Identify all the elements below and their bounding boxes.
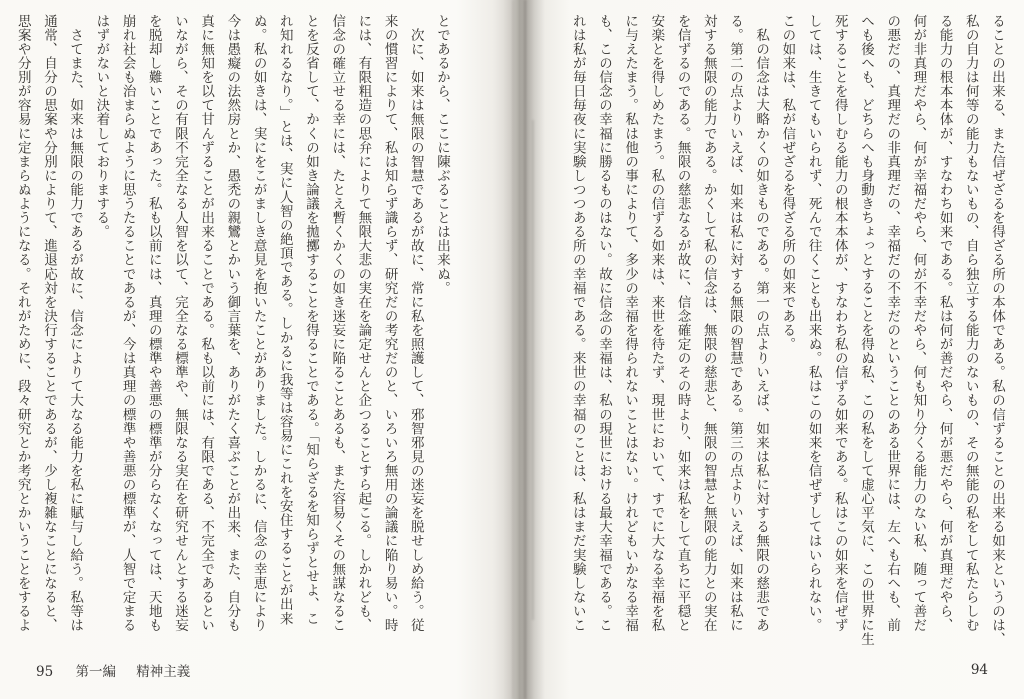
text-column: 通常、自分の思案や分別によりて、進退応対を決行することであるが、少し複雑なことになると、 xyxy=(40,14,57,633)
text-column: も、この信念の幸福に勝るものはない。故に信念の幸福は、私の現世における最大幸福である。こ xyxy=(595,14,612,633)
text-column: には、有限粗造の思弁によりて無限大悲の実在を論定せんと企つることすら起こる。しかれども、 xyxy=(355,14,372,633)
text-column: 何が非真理だやら、何が幸福だやら、何が不幸だやら、何も知り分くる能力のない私、随って善だ xyxy=(910,14,927,633)
text-column: 思案や分別が容易に定まらぬようになる。それがために、段々研究とか考究とかいうことをするよ xyxy=(14,14,31,633)
page-number-left: 95 xyxy=(36,664,54,680)
text-column: はずがないと決着しておりまする。 xyxy=(93,14,110,239)
page-right-94 xyxy=(519,0,1024,699)
text-column: を脱却し難いことであった。私も以前には、真理の標準や善悪の標準が分らなくなっては、天地も xyxy=(145,14,162,633)
text-column: 対する無限の能力である。かくして私の信念は、無限の慈悲と、無限の智慧と無限の能力との実在 xyxy=(700,14,717,633)
text-column: この如来は、私が信ぜざるを得ざる所の如来である。 xyxy=(779,14,796,352)
page-left-body-text xyxy=(10,14,455,662)
text-column: しては、生きてもいられず、死んで往くことも出来ぬ。私はこの如来を信ぜずしてはいられない。 xyxy=(805,14,822,633)
text-column: へも後へも、どちらへも身動きちょっとすることを得ぬ私、この私をして虚心平気に、この世界に生 xyxy=(857,14,874,647)
text-column: 真に無知を以て甘んずることが出来ることである。私も以前には、有限である、不完全であるとい xyxy=(198,14,215,633)
text-column: る能力の根本本体が、すなわち如来である。私は何が善だやら、何が悪だやら、何が真理だやら、 xyxy=(936,14,953,633)
text-column: 来の慣習によりて、私は知らず識らず、研究だの考究だのと、いろいろ無用の論議に陥り易い。時 xyxy=(381,14,398,633)
text-column: 安楽とを得しめたまう。私の信ずる如来は、来世を待たず、現世において、すでに大なる幸福を私 xyxy=(648,14,665,633)
text-column: ぬ。私の如きは、実にをこがましき意見を抱いたことがありました。しかるに、信念の幸恵により xyxy=(250,14,267,633)
text-column: 私の自力は何等の能力もないもの、自ら独立する能力のないもの、その無能の私をして私たらしむ xyxy=(962,14,979,633)
text-column: とであるから、ここに陳ぶることは出来ぬ。 xyxy=(434,14,450,295)
text-column: る。第二の点よりいえば、如来は私に対する無限の智慧である。第三の点よりいえば、如来は私に xyxy=(726,14,743,633)
text-column: 死することを得しむる能力の根本本体が、すなわち私の信ずる如来である。私はこの如来を信ぜず xyxy=(831,14,848,633)
text-column: さてまた、如来は無限の能力であるが故に、信念によりて大なる能力を私に賦与し給う。私等は xyxy=(67,14,84,633)
text-column: れは私が毎日毎夜に実験しつつある所の幸福である。来世の幸福のことは、私はまだ実験しないこ xyxy=(569,14,586,633)
running-footer xyxy=(36,660,190,680)
footer-part-label: 第一編 xyxy=(75,664,116,680)
text-column: 次に、如来は無限の智慧であるが故に、常に私を照護して、邪智邪見の迷妄を脱せしめ給う。従 xyxy=(407,14,424,633)
text-column: いながら、その有限不完全なる人智を以て、完全なる標準や、無限なる実在を研究せんとする迷妄 xyxy=(171,14,188,633)
text-column: とを反省して、かくの如き論議を拋擲することを得ることである。「知らざるを知らずとせよ、こ xyxy=(302,14,319,626)
text-column: を信ずるのである。無限の慈悲なるが故に、信念確定のその時より、如来は私をして直ちに平穏と xyxy=(674,14,691,633)
page-right-body-text xyxy=(565,14,1010,662)
text-column: れ知れるなり。」とは、実に人智の絶頂である。しかるに我等は容易にこれを安住することが出来 xyxy=(276,14,293,626)
text-column: 信念の確立せる幸には、たとえ暫くかくの如き迷妄に陥ることあるも、また容易くその無謀なるこ xyxy=(329,14,346,633)
text-column: の悪だの、真理だの非真理だの、幸福だの不幸だのということのある世界には、左へも右へも、前 xyxy=(884,14,901,633)
text-column: 私の信念は大略かくの如きものである。第一の点よりいえば、如来は私に対する無限の慈悲であ xyxy=(753,14,770,633)
text-column: ることの出来る、また信ぜざるを得ざる所の本体である。私の信ずることの出来る如来というのは、 xyxy=(989,14,1005,647)
text-column: 崩れ社会も治まらぬように思うたることであるが、今は真理の標準や善悪の標準が、人智で定まる xyxy=(119,14,136,633)
text-column: に与えたまう。私は他の事によりて、多少の幸福を得られないことはない。けれどもいかなる幸福 xyxy=(622,14,639,633)
footer-chapter-title: 精神主義 xyxy=(136,664,191,680)
text-column: 今は愚癡の法然房とか、愚禿の親鸞とかいう御言葉を、ありがたく喜ぶことが出来、また、自分も xyxy=(224,14,241,633)
page-number-right: 94 xyxy=(970,662,988,678)
